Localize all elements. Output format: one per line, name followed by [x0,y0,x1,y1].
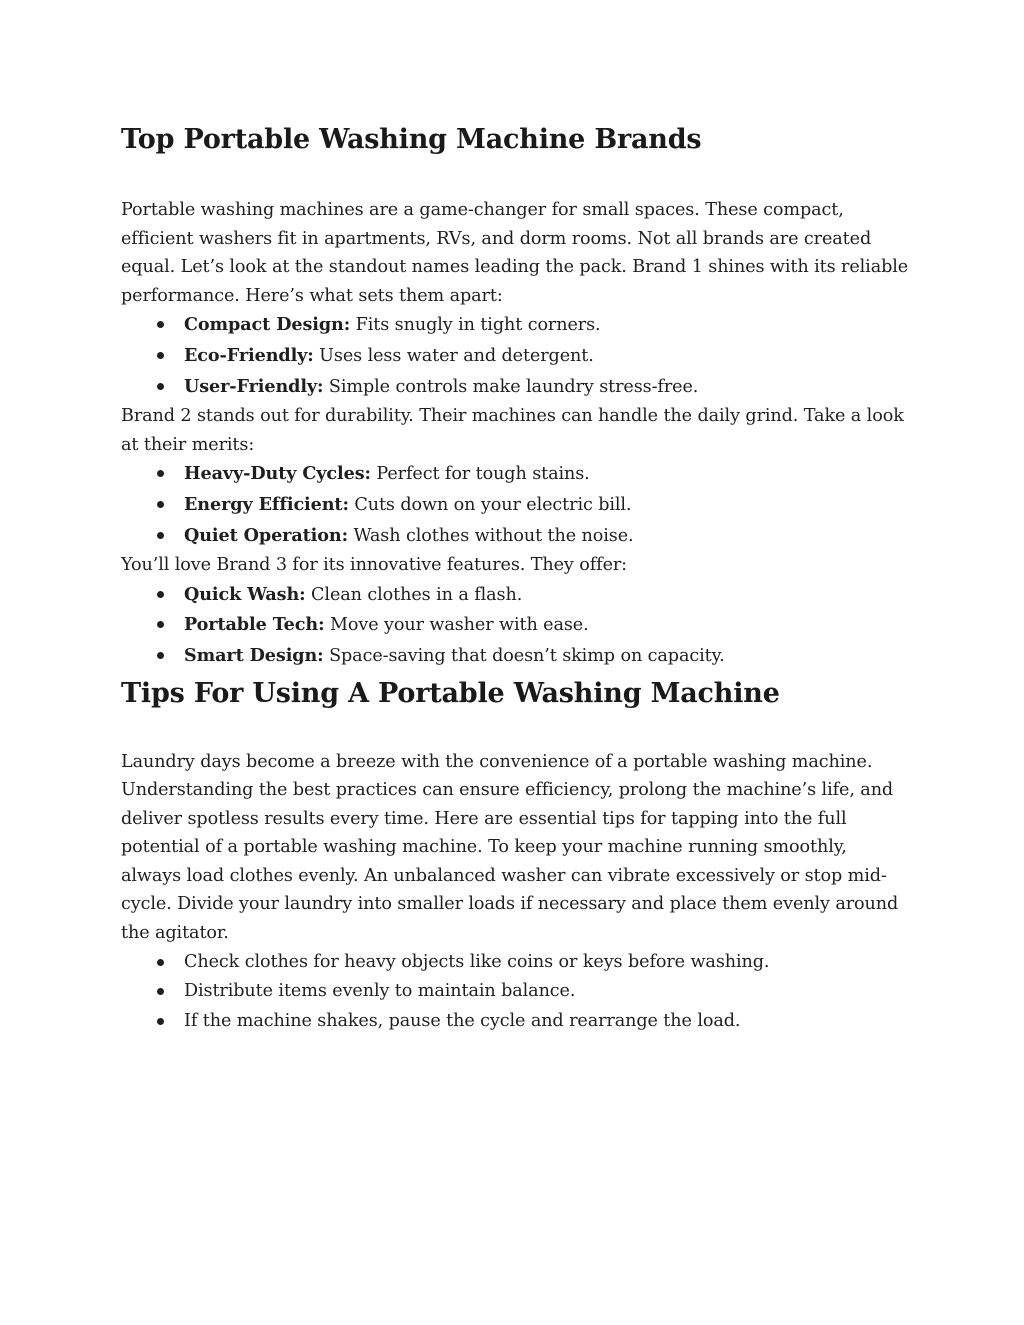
list-item [121,610,911,641]
list-item-text: Fits snugly in tight corners. [350,315,601,336]
list-item-term: Smart Design: [184,644,324,666]
brand2-features-list [121,459,911,551]
tips-list [121,948,911,1037]
list-item-text: Cuts down on your electric bill. [348,494,632,515]
list-item [121,490,911,521]
list-item [121,372,911,403]
brand1-features-list [121,310,911,402]
tips-intro-paragraph: Laundry days become a breeze with the convenience of a portable washing machine. Understanding the best practices can ensure efficiency, prolong the machine’s life, and deliver spotless results every time. Here are essential tips for tapping into the full potential of a portable washing machine. To keep your machine running smoothly, always load clothes evenly. An unbalanced washer can vibrate excessively or stop mid-cycle. Divide your laundry into smaller loads if necessary and place them evenly around the agitator. [121,751,899,944]
list-item-text: Perfect for tough stains. [370,464,590,485]
heading-usage-tips: Tips For Using A Portable Washing Machine [121,677,780,709]
heading-top-brands: Top Portable Washing Machine Brands [121,124,702,155]
list-item-term: Energy Efficient: [184,493,349,515]
brand3-paragraph: You’ll love Brand 3 for its innovative features. They offer: [121,555,628,576]
list-item: Check clothes for heavy objects like coins or keys before washing. [121,948,911,978]
list-item: Distribute items evenly to maintain balance. [121,977,911,1007]
list-item-text: Uses less water and detergent. [313,345,594,366]
list-item [121,310,911,341]
list-item-term: User-Friendly: [184,375,324,397]
list-item-term: Quiet Operation: [184,524,348,546]
list-item-text: Simple controls make laundry stress-free. [323,376,699,397]
list-item-term: Portable Tech: [184,614,325,636]
list-item-text: Space-saving that doesn’t skimp on capacity. [323,645,725,666]
list-item [121,641,911,672]
list-item [121,341,911,372]
list-item-term: Eco-Friendly: [184,344,314,366]
list-item [121,521,911,552]
list-item-term: Heavy-Duty Cycles: [184,463,371,485]
list-item-term: Compact Design: [184,314,351,336]
list-item-text: Wash clothes without the noise. [347,525,634,546]
list-item-text: Clean clothes in a flash. [305,584,523,605]
list-item: If the machine shakes, pause the cycle and rearrange the load. [121,1007,911,1037]
document-content [121,118,911,1036]
list-item [121,580,911,611]
brands-intro-paragraph: Portable washing machines are a game-changer for small spaces. These compact, efficient washers fit in apartments, RVs, and dorm rooms. Not all brands are created equal. Let’s look at the standout names leading the pack. Brand 1 shines with its reliable performance. Here’s what sets them apart: [121,200,909,306]
brand2-paragraph: Brand 2 stands out for durability. Their machines can handle the daily grind. Take a look at their merits: [121,406,904,455]
list-item-term: Quick Wash: [184,583,306,605]
list-item-text: Move your washer with ease. [324,615,589,636]
list-item [121,459,911,490]
brand3-features-list [121,580,911,672]
